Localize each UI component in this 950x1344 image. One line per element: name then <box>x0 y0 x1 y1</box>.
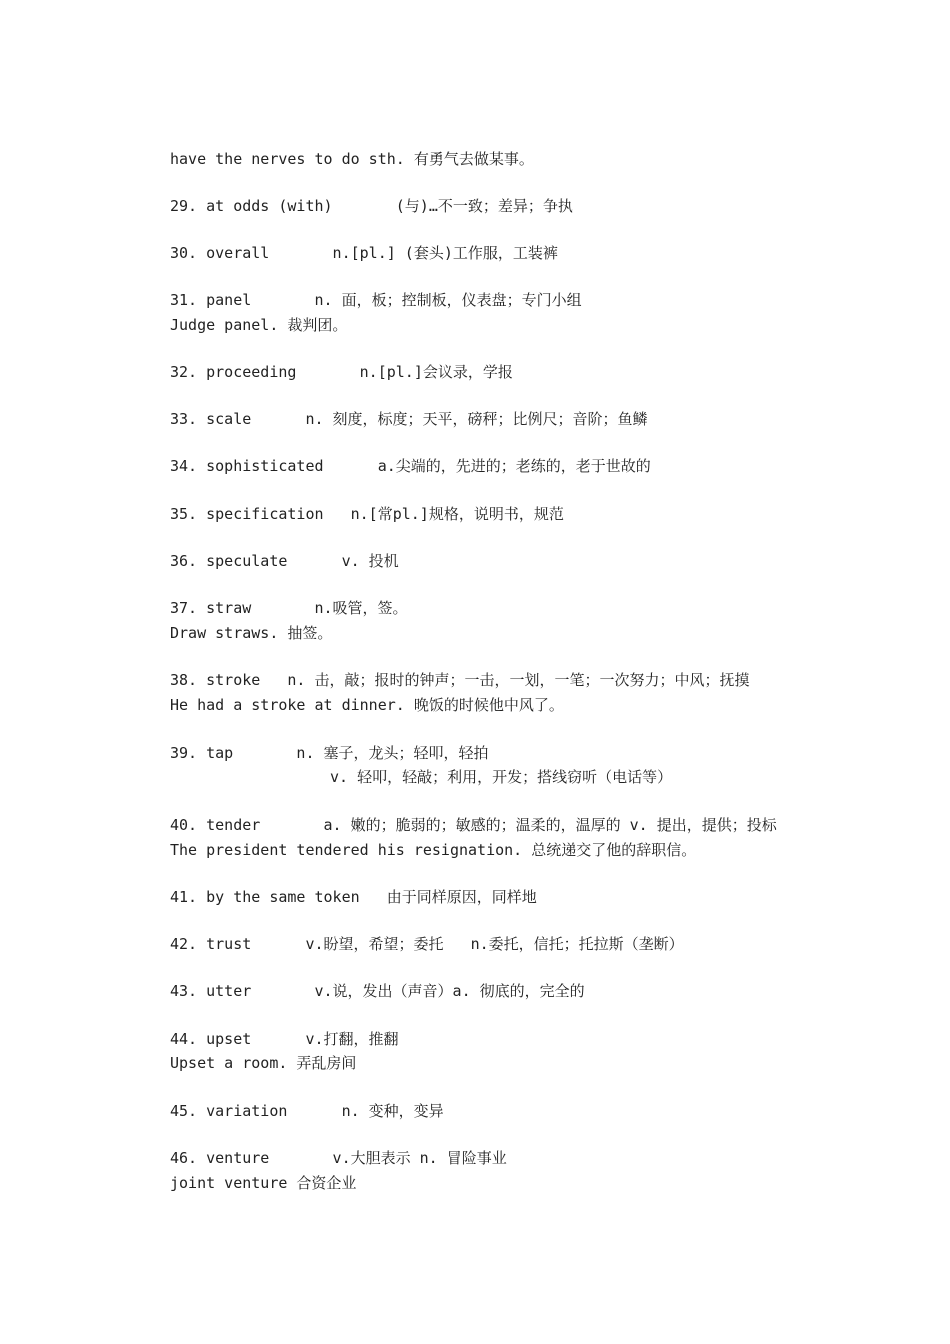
entry-34: 34. sophisticated a.尖端的，先进的；老练的，老于世故的 <box>170 457 651 475</box>
example-line: Draw straws. 抽签。 <box>170 624 333 642</box>
entry-37: 37. straw n.吸管，签。 <box>170 599 408 617</box>
entry-32: 32. proceeding n.[pl.]会议录，学报 <box>170 363 513 381</box>
entry-30: 30. overall n.[pl.] (套头)工作服，工装裤 <box>170 244 558 262</box>
entry-42: 42. trust v.盼望，希望；委托 n.委托，信托；托拉斯（垄断） <box>170 935 684 953</box>
entry-36: 36. speculate v. 投机 <box>170 552 399 570</box>
entry-39-verb: v. 轻叩，轻敲；利用，开发；搭线窃听（电话等） <box>330 768 673 786</box>
entry-44: 44. upset v.打翻，推翻 <box>170 1030 399 1048</box>
entry-39: 39. tap n. 塞子，龙头；轻叩，轻拍 <box>170 744 489 762</box>
entry-46: 46. venture v.大胆表示 n. 冒险事业 <box>170 1149 507 1167</box>
example-line: The president tendered his resignation. 总统递交了他的辞职信。 <box>170 841 697 859</box>
entry-45: 45. variation n. 变种，变异 <box>170 1102 444 1120</box>
example-line: joint venture 合资企业 <box>170 1174 357 1192</box>
entry-33: 33. scale n. 刻度，标度；天平，磅秤；比例尺；音阶；鱼鳞 <box>170 410 648 428</box>
example-line: Judge panel. 裁判团。 <box>170 316 348 334</box>
entry-35: 35. specification n.[常pl.]规格，说明书，规范 <box>170 505 564 523</box>
example-line: Upset a room. 弄乱房间 <box>170 1054 357 1072</box>
entry-31: 31. panel n. 面，板；控制板，仪表盘；专门小组 <box>170 291 582 309</box>
entry-41: 41. by the same token 由于同样原因，同样地 <box>170 888 537 906</box>
entry-38: 38. stroke n. 击，敲；报时的钟声；一击，一划，一笔；一次努力；中风；抚摸 <box>170 671 750 689</box>
entry-line: have the nerves to do sth. 有勇气去做某事。 <box>170 150 534 168</box>
entry-43: 43. utter v.说，发出（声音）a. 彻底的，完全的 <box>170 982 585 1000</box>
entry-40: 40. tender a. 嫩的；脆弱的；敏感的；温柔的，温厚的 v. 提出，提供；投标 <box>170 816 777 834</box>
example-line: He had a stroke at dinner. 晚饭的时候他中风了。 <box>170 696 564 714</box>
entry-29: 29. at odds (with) (与)…不一致；差异；争执 <box>170 197 573 215</box>
